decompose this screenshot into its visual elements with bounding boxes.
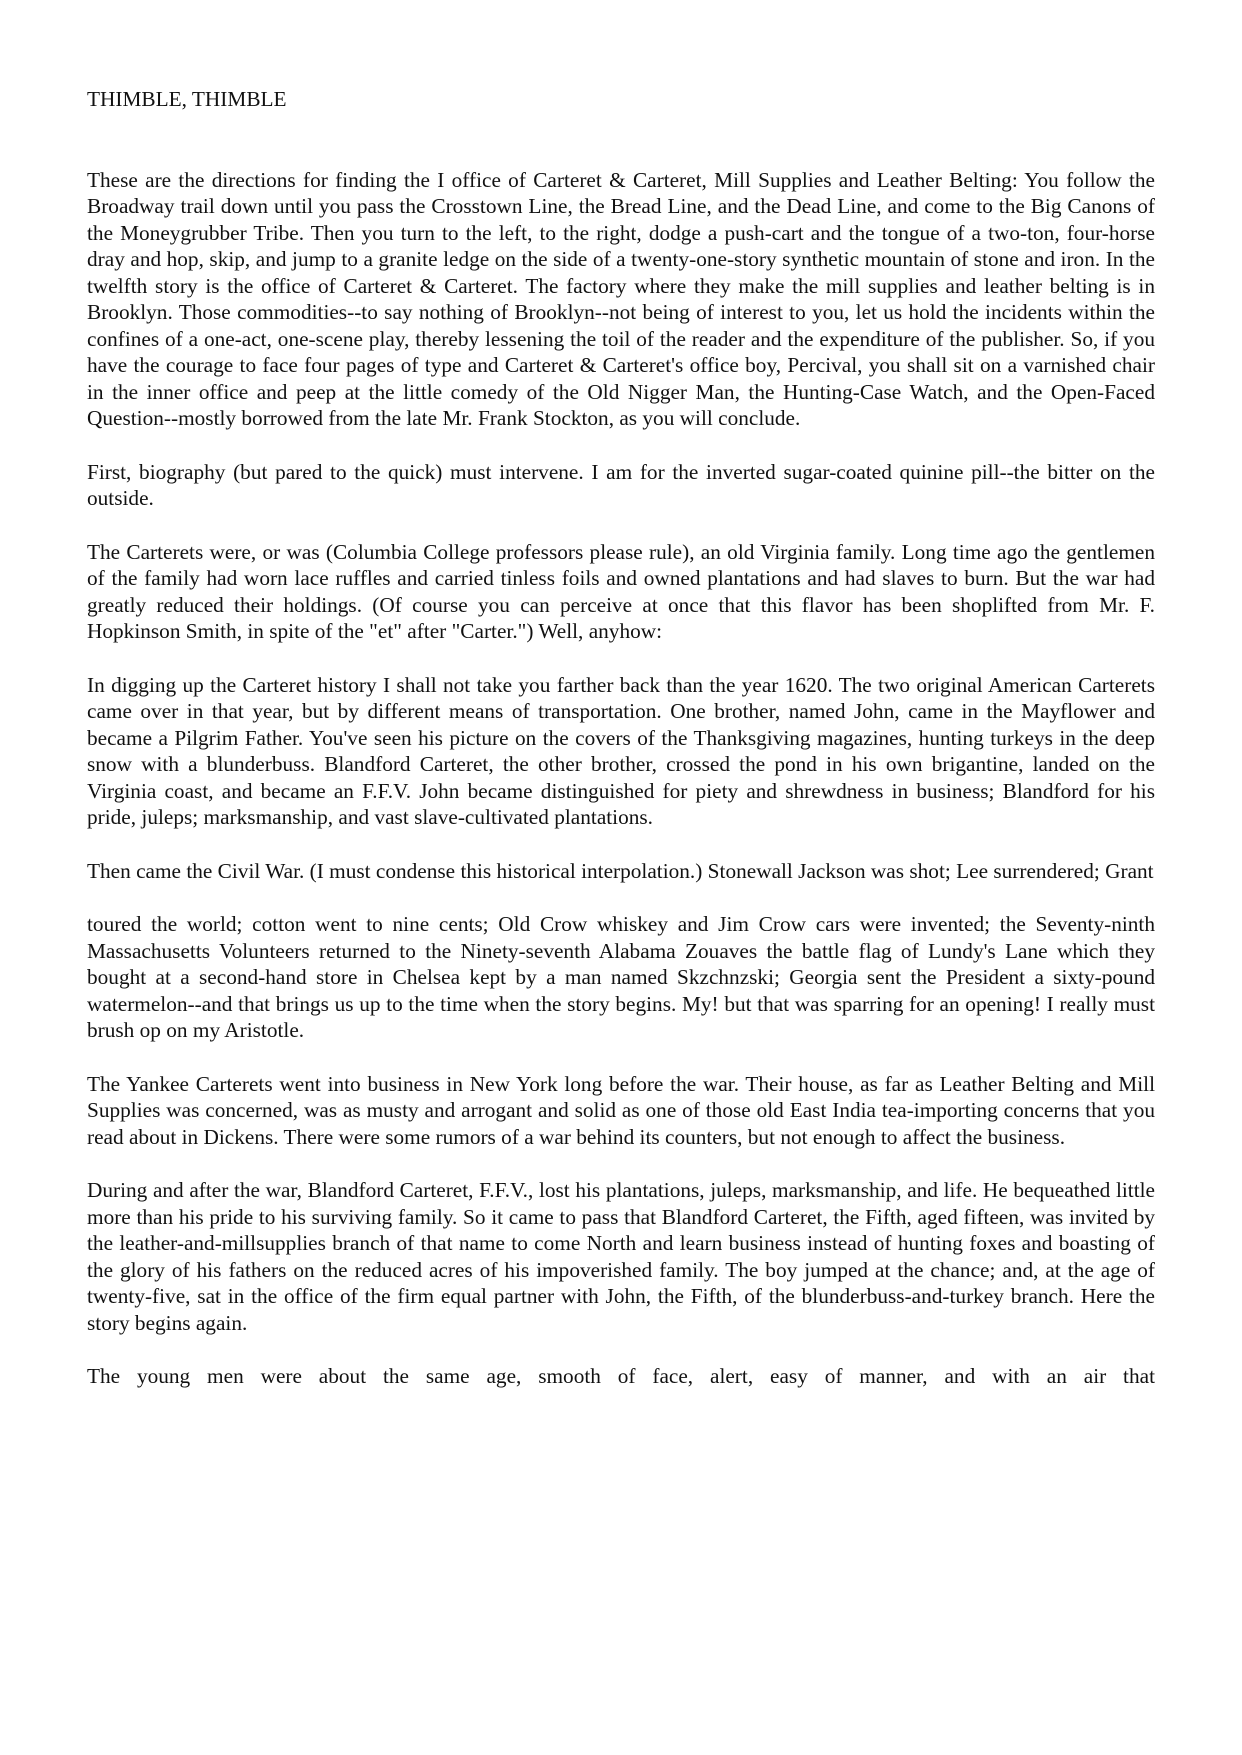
paragraph: The young men were about the same age, smooth of face, alert, easy of manner, and with an air that	[87, 1364, 1155, 1388]
paragraph: In digging up the Carteret history I shall not take you farther back than the year 1620. The two original American Carterets came over in that year, but by different means of transportation. One brother, named John, came in the Mayflower and became a Pilgrim Father. You've seen his picture on the covers of the Thanksgiving magazines, hunting turkeys in the deep snow with a blunderbuss. Blandford Carteret, the other brother, crossed the pond in his own brigantine, landed on the Virginia coast, and became an F.F.V. John became distinguished for piety and shrewdness in business; Blandford for his pride, juleps; marksmanship, and vast slave-cultivated plantations.	[87, 672, 1155, 829]
paragraph: Then came the Civil War. (I must condense this historical interpolation.) Stonewall Jackson was shot; Lee surrendered; Grant	[87, 858, 1154, 883]
paragraph: The Carterets were, or was (Columbia College professors please rule), an old Virginia family. Long time ago the gentlemen of the family had worn lace ruffles and carried tinless foils and owned plantations and had slaves to burn. But the war had greatly reduced their holdings. (Of course you can perceive at once that this flavor has been shoplifted from Mr. F. Hopkinson Smith, in spite of the "et" after "Carter.") Well, anyhow:	[87, 539, 1155, 643]
paragraph: During and after the war, Blandford Carteret, F.F.V., lost his plantations, juleps, marksmanship, and life. He bequeathed little more than his pride to his surviving family. So it came to pass that Blandford Carteret, the Fifth, aged fifteen, was invited by the leather-and-millsupplies branch of that name to come North and learn business instead of hunting foxes and boasting of the glory of his fathers on the reduced acres of his impoverished family. The boy jumped at the chance; and, at the age of twenty-five, sat in the office of the firm equal partner with John, the Fifth, of the blunderbuss-and-turkey branch. Here the story begins again.	[87, 1178, 1155, 1335]
paragraph: These are the directions for finding the I office of Carteret & Carteret, Mill Supplies and Leather Belting: You follow the Broadway trail down until you pass the Crosstown Line, the Bread Line, and the Dead Line, and come to the Big Canons of the Moneygrubber Tribe. Then you turn to the left, to the right, dodge a push-cart and the tongue of a two-ton, four-horse dray and hop, skip, and jump to a granite ledge on the side of a twenty-one-story synthetic mountain of stone and iron. In the twelfth story is the office of Carteret & Carteret. The factory where they make the mill supplies and leather belting is in Brooklyn. Those commodities--to say nothing of Brooklyn--not being of interest to you, let us hold the incidents within the confines of a one-act, one-scene play, thereby lessening the toil of the reader and the expenditure of the publisher. So, if you have the courage to face four pages of type and Carteret & Carteret's office boy, Percival, you shall sit on a varnished chair in the inner office and peep at the little comedy of the Old Nigger Man, the Hunting-Case Watch, and the Open-Faced Question--mostly borrowed from the late Mr. Frank Stockton, as you will conclude.	[87, 167, 1155, 430]
paragraph: First, biography (but pared to the quick) must intervene. I am for the inverted sugar-coated quinine pill--the bitter on the outside.	[87, 459, 1155, 510]
document-page	[87, 86, 1155, 1417]
paragraph: The Yankee Carterets went into business in New York long before the war. Their house, as far as Leather Belting and Mill Supplies was concerned, was as musty and arrogant and solid as one of those old East India tea-importing concerns that you read about in Dickens. There were some rumors of a war behind its counters, but not enough to affect the business.	[87, 1071, 1155, 1149]
story-title: THIMBLE, THIMBLE	[87, 87, 287, 111]
paragraph: toured the world; cotton went to nine cents; Old Crow whiskey and Jim Crow cars were invented; the Seventy-ninth Massachusetts Volunteers returned to the Ninety-seventh Alabama Zouaves the battle flag of Lundy's Lane which they bought at a second-hand store in Chelsea kept by a man named Skzchnzski; Georgia sent the President a sixty-pound watermelon--and that brings us up to the time when the story begins. My! but that was sparring for an opening! I really must brush op on my Aristotle.	[87, 912, 1155, 1042]
